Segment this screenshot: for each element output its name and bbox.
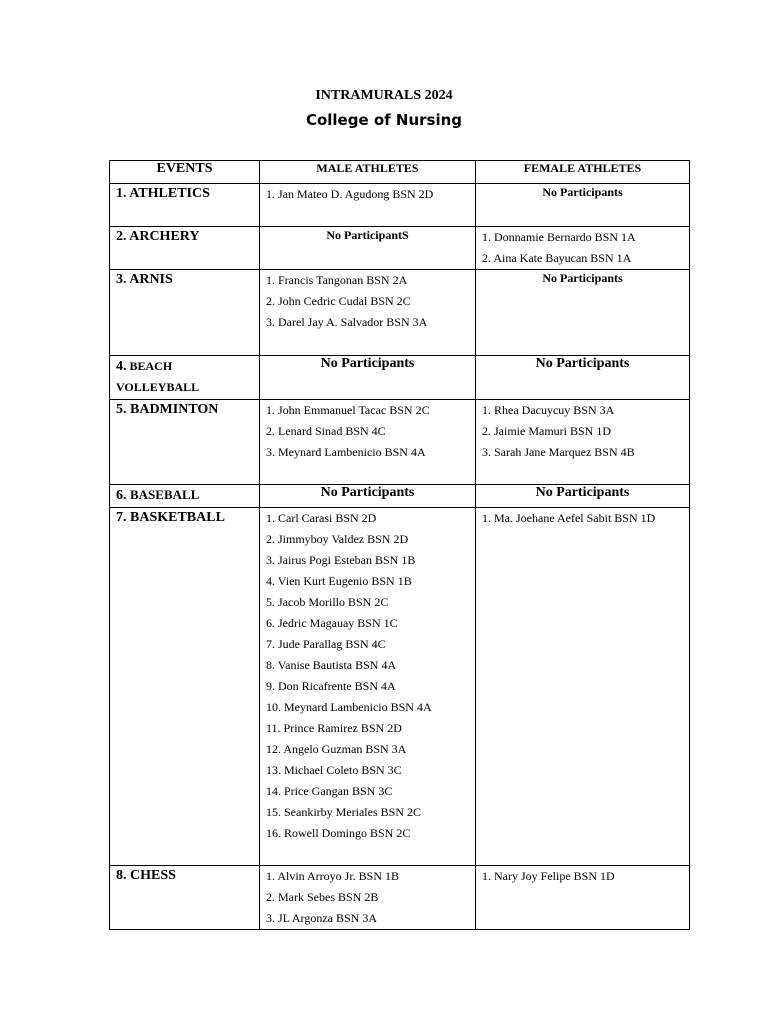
list-item: 1. Francis Tangonan BSN 2A: [266, 273, 408, 287]
list-item: 11. Prince Ramirez BSN 2D: [266, 721, 402, 735]
table-row-badminton: [110, 400, 690, 485]
list-item: 8. Vanise Bautista BSN 4A: [266, 658, 397, 672]
female-no-participants: No Participants: [476, 270, 690, 356]
male-no-participants: No Participants: [260, 485, 476, 508]
table-row-baseball: [110, 485, 690, 508]
list-item: 2. John Cedric Cudal BSN 2C: [266, 294, 411, 308]
list-item: 3. Darel Jay A. Salvador BSN 3A: [266, 315, 428, 329]
list-item: 6. Jedric Magauay BSN 1C: [266, 616, 398, 630]
male-list: [260, 508, 476, 866]
list-item: 3. Jairus Pogi Esteban BSN 1B: [266, 553, 416, 567]
document-title: INTRAMURALS 2024: [315, 88, 453, 103]
header-events: EVENTS: [110, 161, 260, 184]
female-no-participants: No Participants: [476, 485, 690, 508]
male-list: [260, 184, 476, 227]
list-item: 12. Angelo Guzman BSN 3A: [266, 742, 407, 756]
female-list: [476, 508, 690, 866]
table-row-archery: [110, 227, 690, 270]
list-item: 1. Alvin Arroyo Jr. BSN 1B: [266, 869, 400, 883]
table-row-arnis: [110, 270, 690, 356]
list-item: 5. Jacob Morillo BSN 2C: [266, 595, 389, 609]
list-item: 2. Mark Sebes BSN 2B: [266, 890, 379, 904]
list-item: 3. Sarah Jane Marquez BSN 4B: [482, 445, 635, 459]
list-item: 10. Meynard Lambenicio BSN 4A: [266, 700, 432, 714]
table-row-beach-volleyball: [110, 356, 690, 400]
list-item: 7. Jude Parallag BSN 4C: [266, 637, 386, 651]
list-item: 13. Michael Coleto BSN 3C: [266, 763, 402, 777]
header-female-athletes: FEMALE ATHLETES: [476, 161, 690, 184]
header-male-athletes: MALE ATHLETES: [260, 161, 476, 184]
event-number: 4.: [116, 359, 127, 374]
female-no-participants: No Participants: [476, 184, 690, 227]
event-cell: 8. CHESS: [110, 866, 260, 930]
table-row-athletics: [110, 184, 690, 227]
list-item: 2. Aina Kate Bayucan BSN 1A: [482, 251, 632, 265]
female-list: [476, 227, 690, 270]
male-list: [260, 400, 476, 485]
list-item: 1. Carl Carasi BSN 2D: [266, 511, 377, 525]
list-item: 3. Meynard Lambenicio BSN 4A: [266, 445, 426, 459]
event-cell: 2. ARCHERY: [110, 227, 260, 270]
table-header-row: [110, 161, 690, 184]
list-item: 1. Ma. Joehane Aefel Sabit BSN 1D: [482, 511, 656, 525]
male-no-participants: No ParticipantS: [260, 227, 476, 270]
list-item: 2. Jimmyboy Valdez BSN 2D: [266, 532, 409, 546]
female-list: [476, 400, 690, 485]
events-table: [109, 160, 690, 930]
list-item: 1. John Emmanuel Tacac BSN 2C: [266, 403, 430, 417]
list-item: 16. Rowell Domingo BSN 2C: [266, 826, 411, 840]
event-cell: 7. BASKETBALL: [110, 508, 260, 866]
event-name: BASEBALL: [130, 487, 200, 502]
list-item: 1. Jan Mateo D. Agudong BSN 2D: [266, 187, 434, 201]
female-list: [476, 866, 690, 930]
event-name-line2: VOLLEYBALL: [116, 380, 200, 394]
female-no-participants: No Participants: [476, 356, 690, 400]
list-item: 4. Vien Kurt Eugenio BSN 1B: [266, 574, 412, 588]
event-cell: 5. BADMINTON: [110, 400, 260, 485]
list-item: 2. Jaimie Mamuri BSN 1D: [482, 424, 611, 438]
male-list: [260, 270, 476, 356]
event-number: 6.: [116, 488, 127, 503]
list-item: 2. Lenard Sinad BSN 4C: [266, 424, 386, 438]
list-item: 1. Rhea Dacuycuy BSN 3A: [482, 403, 615, 417]
male-list: [260, 866, 476, 930]
event-cell: [110, 485, 260, 508]
list-item: 14. Price Gangan BSN 3C: [266, 784, 393, 798]
list-item: 15. Seankirby Meriales BSN 2C: [266, 805, 421, 819]
event-cell: [110, 356, 260, 400]
list-item: 3. JL Argonza BSN 3A: [266, 911, 377, 925]
list-item: 9. Don Ricafrente BSN 4A: [266, 679, 396, 693]
table-row-chess: [110, 866, 690, 930]
event-cell: 3. ARNIS: [110, 270, 260, 356]
event-cell: 1. ATHLETICS: [110, 184, 260, 227]
event-name-line1: BEACH: [129, 359, 173, 373]
male-no-participants: No Participants: [260, 356, 476, 400]
document-subtitle: College of Nursing: [305, 111, 463, 129]
list-item: 1. Nary Joy Felipe BSN 1D: [482, 869, 615, 883]
table-row-basketball: [110, 508, 690, 866]
list-item: 1. Donnamie Bernardo BSN 1A: [482, 230, 636, 244]
